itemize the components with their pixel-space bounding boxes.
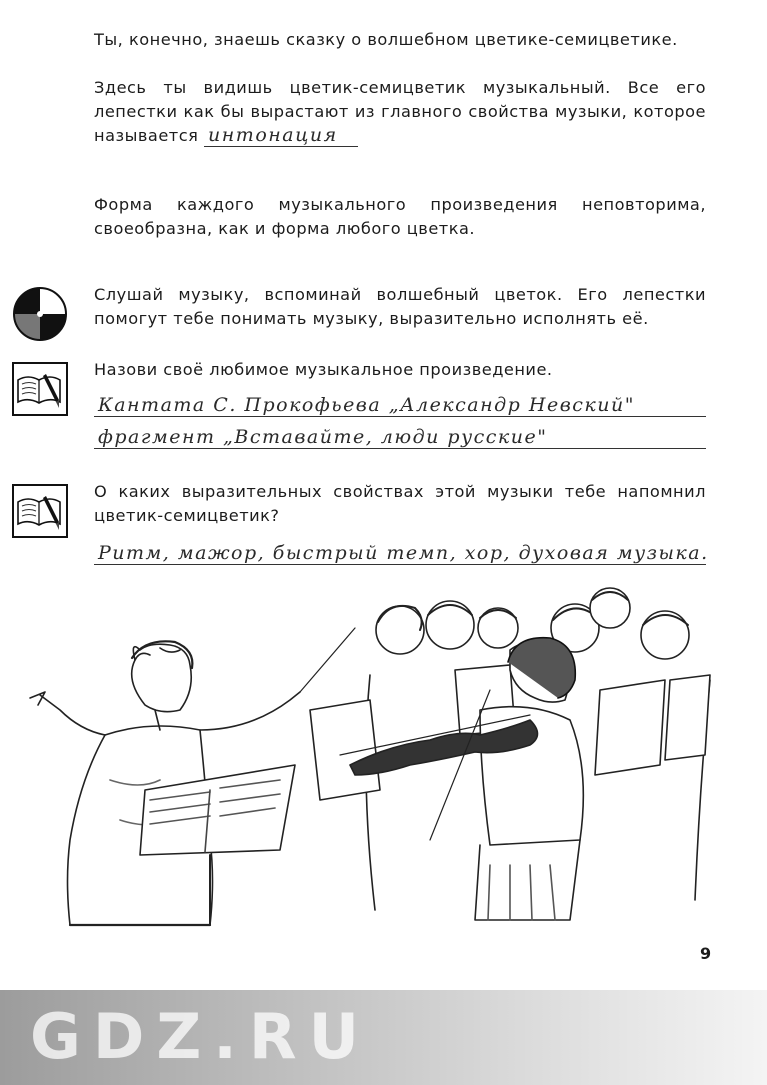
task2-question: О каких выразительных свойствах этой музыки тебе напомнил цветик-семицветик?: [94, 482, 706, 525]
task1-question: Назови своё любимое музыкальное произведение.: [94, 360, 553, 379]
form-paragraph: Форма каждого музыкального произведения неповторима, своеобразна, как и форма любого цветка.: [94, 195, 706, 238]
task1-answer-text-1: Кантата С. Прокофьева „Александр Невский": [98, 394, 635, 416]
listen-paragraph: Слушай музыку, вспоминай волшебный цветок. Его лепестки помогут тебе понимать музыку, выразительно исполнять её.: [94, 285, 706, 328]
task1-answer-line-2[interactable]: [94, 418, 706, 449]
book-pen-icon: [12, 362, 68, 416]
conductor-figure: [30, 628, 355, 925]
task2-answer-text-1: Ритм, мажор, быстрый темп, хор, духовая музыка.: [98, 542, 709, 564]
disc-icon: [12, 286, 68, 342]
page-number: 9: [700, 944, 712, 963]
choir-illustration: [10, 580, 730, 940]
task2-answer-line-1[interactable]: [94, 534, 709, 565]
watermark-banner: [0, 990, 767, 1085]
intro-paragraph: Ты, конечно, знаешь сказку о волшебном цветике-семицветике.: [94, 30, 678, 49]
book-pen-icon: [12, 484, 68, 538]
musical-flower-paragraph: [94, 76, 706, 148]
intonation-answer: интонация: [204, 124, 358, 147]
watermark-text: GDZ.RU: [30, 1000, 371, 1073]
task1-answer-line-1[interactable]: [94, 386, 706, 417]
music-stand: [140, 765, 295, 925]
musical-flower-text: Здесь ты видишь цветик-семицветик музыкальный. Все его лепестки как бы вырастают из главного свойства музыки, которое называется: [94, 78, 706, 145]
task1-answer-text-2: фрагмент „Вставайте, люди русские": [98, 426, 548, 448]
